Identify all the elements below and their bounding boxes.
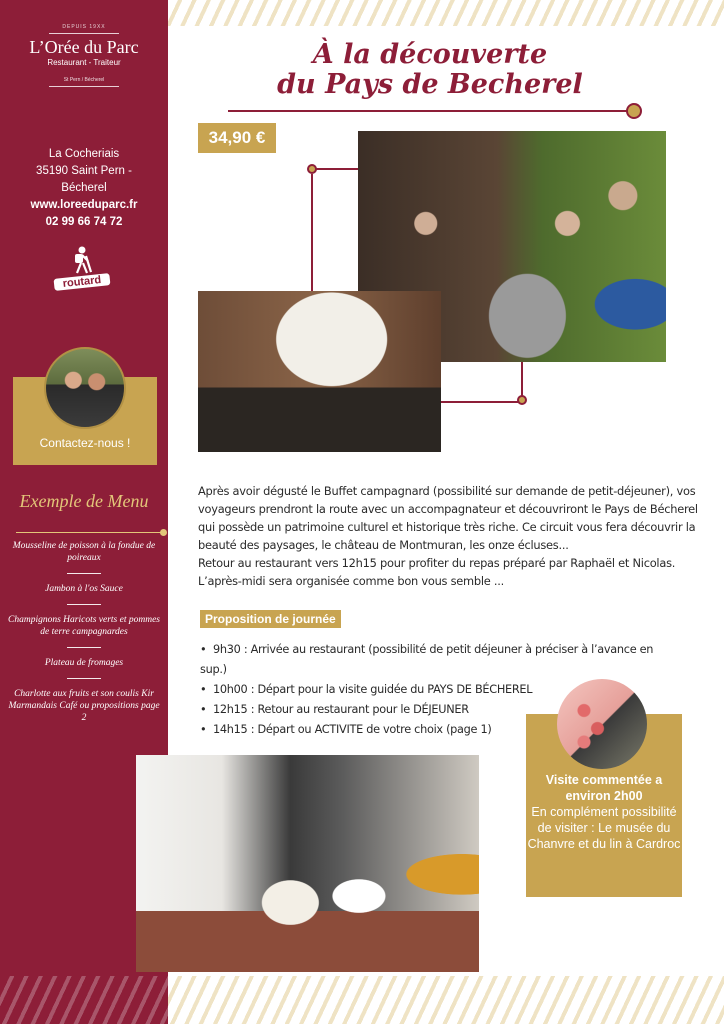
visite-text xyxy=(526,772,682,852)
logo-subtitle: Restaurant - Traiteur xyxy=(47,58,121,67)
title-line-1: À la découverte xyxy=(312,39,548,70)
schedule-item: • 14h15 : Départ ou ACTIVITE de votre choix (page 1) xyxy=(200,720,680,740)
address-line-3: Bécherel xyxy=(61,182,107,194)
logo-name: L’Orée du Parc xyxy=(29,37,139,57)
routard-logo xyxy=(54,246,110,300)
bottom-stripe-band xyxy=(168,976,724,1024)
routard-badge: routard xyxy=(54,273,111,291)
phone-number[interactable]: 02 99 66 74 72 xyxy=(45,216,123,228)
intro-afternoon: L’après-midi sera organisée comme bon vous semble ... xyxy=(198,574,505,588)
proposition-label: Proposition de journée xyxy=(200,610,341,628)
connector-line xyxy=(311,174,313,291)
wine-glasses-photo xyxy=(557,679,647,769)
title-rule xyxy=(228,110,628,112)
contact-button[interactable]: Contactez-nous ! xyxy=(39,436,131,450)
menu-item: Mousseline de poisson à la fondue de poireaux xyxy=(12,541,156,563)
address-block xyxy=(0,146,168,231)
menu-title: Exemple de Menu xyxy=(19,491,149,511)
website-link[interactable]: www.loreeduparc.fr xyxy=(30,199,138,211)
menu-item: Champignons Haricots verts et pommes de terre campagnardes xyxy=(8,615,160,637)
connector-line xyxy=(521,362,523,396)
menu-item: Jambon à l'os Sauce xyxy=(45,584,123,594)
menu-item: Plateau de fromages xyxy=(44,658,124,668)
menu-rule-dot xyxy=(160,529,167,536)
visite-title: Visite commentée a environ 2h00 xyxy=(545,773,663,803)
menu-item: Charlotte aux fruits et son coulis Kir Marmandais Café ou propositions page 2 xyxy=(8,689,160,723)
intro-text xyxy=(198,482,706,590)
menu-separator xyxy=(67,604,101,605)
connector-line xyxy=(316,168,358,170)
logo-bottom-mini: St Pern / Bécherel xyxy=(63,77,105,83)
buffet-photo xyxy=(136,755,479,972)
top-stripe-band xyxy=(168,0,724,26)
title-line-2: du Pays de Becherel xyxy=(277,69,583,100)
visite-details: En complément possibilité de visiter : Le musée du Chanvre et du lin à Cardroc xyxy=(527,805,681,851)
address-line-2: 35190 Saint Pern - xyxy=(36,165,132,177)
title-rule-dot xyxy=(626,103,642,119)
logo-divider xyxy=(49,33,119,34)
connector-dot xyxy=(517,395,527,405)
schedule-item: • 9h30 : Arrivée au restaurant (possibilité de petit déjeuner à préciser à l’avance en sup.) xyxy=(200,640,680,680)
intro-paragraph: Après avoir dégusté le Buffet campagnard (possibilité sur demande de petit-déjeuner), vos voyageurs prendront la route avec un accompagnateur et découvriront le Pays de Bécherel qui possède un patrimoine culturel et historique très riche. Ce circuit vous fera découvrir la beauté des paysages, le château de Montmuran, les onze écluses... xyxy=(198,484,698,552)
menu-separator xyxy=(67,678,101,679)
address-line-1: La Cocheriais xyxy=(48,148,120,160)
restaurant-logo xyxy=(0,24,168,90)
logo-top-mini: DEPUIS 19XX xyxy=(62,24,106,30)
logo-divider-bottom xyxy=(49,86,119,87)
bottom-left-stripe-band xyxy=(0,976,168,1024)
schedule-item: • 12h15 : Retour au restaurant pour le DÉJEUNER xyxy=(200,700,680,720)
price-badge: 34,90 € xyxy=(198,123,276,153)
dining-hall-photo xyxy=(198,291,441,452)
hiker-icon xyxy=(72,246,92,274)
menu-list xyxy=(8,540,160,724)
intro-return: Retour au restaurant vers 12h15 pour profiter du repas préparé par Raphaël et Nicolas. xyxy=(198,556,676,570)
chefs-photo xyxy=(44,347,126,429)
menu-separator xyxy=(67,647,101,648)
connector-line xyxy=(441,401,519,403)
menu-separator xyxy=(67,573,101,574)
page-title xyxy=(240,40,620,100)
menu-title-rule xyxy=(16,532,164,533)
schedule-item: • 10h00 : Départ pour la visite guidée du PAYS DE BÉCHEREL xyxy=(200,680,680,700)
